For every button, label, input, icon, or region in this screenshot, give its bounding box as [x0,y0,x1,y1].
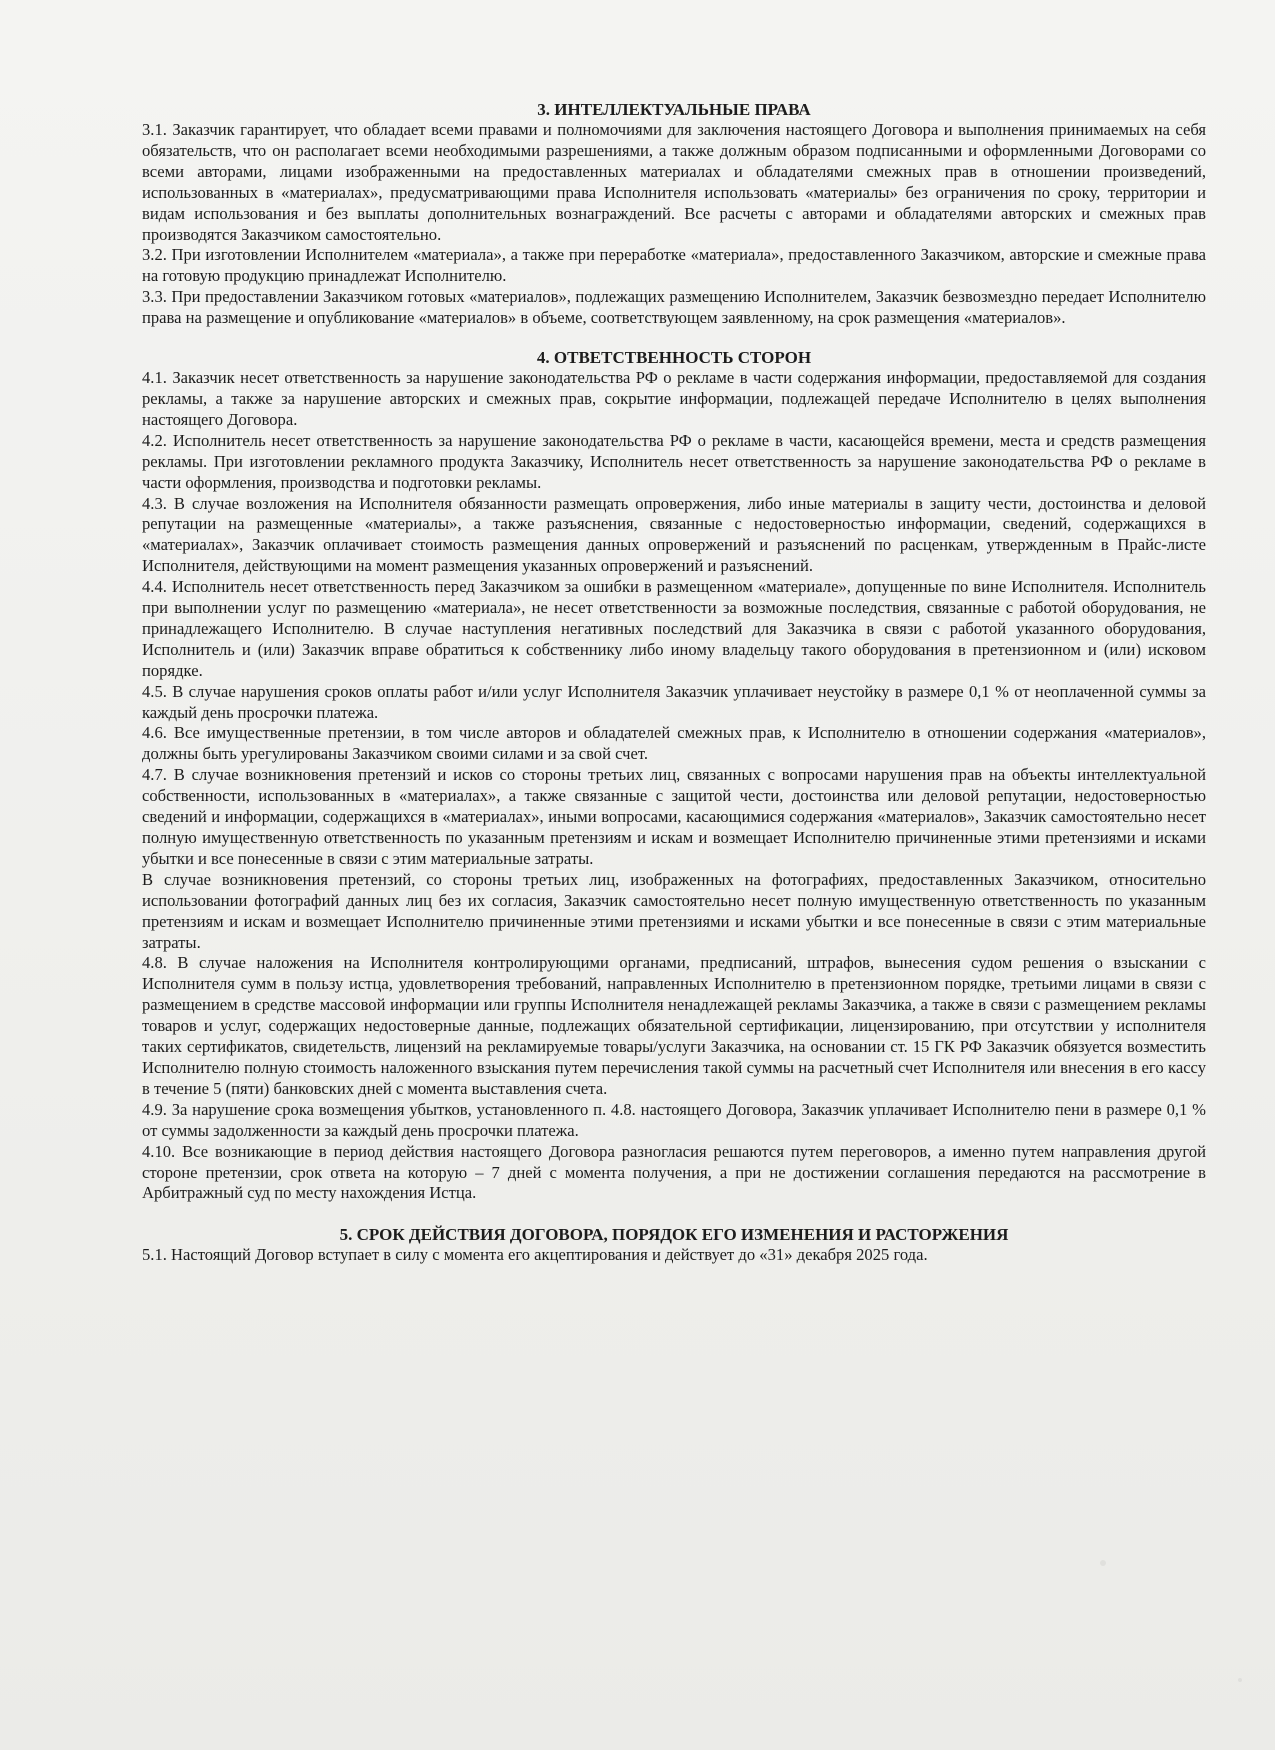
clause-4-8: 4.8. В случае наложения на Исполнителя контролирующими органами, предписаний, штрафов, вынесения судом решения о взыскании с Исполнителя сумм в пользу истца, удовлетворения требований, направленных Исполнителю в претензионном порядке, третьими лицами в связи с размещением в средстве массовой информации или группы Исполнителя ненадлежащей рекламы Заказчика, а также в связи с размещением рекламы товаров и услуг, содержащих недостоверные данные, подлежащих обязательной сертификации, лицензированию, при отсутствии у исполнителя таких сертификатов, свидетельств, лицензий на рекламируемые товары/услуги Заказчика, на основании ст. 15 ГК РФ Заказчик обязуется возместить Исполнителю полную стоимость наложенного взыскания путем перечисления такой суммы на расчетный счет Исполнителя или внесения в его кассу в течение 5 (пяти) банковских дней с момента выставления счета. [142,953,1206,1098]
section-5-title: 5. СРОК ДЕЙСТВИЯ ДОГОВОРА, ПОРЯДОК ЕГО ИЗМЕНЕНИЯ И РАСТОРЖЕНИЯ [339,1225,1009,1245]
clause-3-3: 3.3. При предоставлении Заказчиком готовых «материалов», подлежащих размещению Исполнителем, Заказчик безвозмездно передает Исполнителю права на размещение и опубликование «материалов» в объеме, соответствующем заявленному, на срок размещения «материалов». [142,287,1206,328]
clause-4-2: 4.2. Исполнитель несет ответственность за нарушение законодательства РФ о рекламе в части, касающейся времени, места и средств размещения рекламы. При изготовлении рекламного продукта Заказчику, Исполнитель несет ответственность за нарушение законодательства РФ о рекламе в части оформления, производства и подготовки рекламы. [142,430,1206,492]
clause-4-6: 4.6. Все имущественные претензии, в том числе авторов и обладателей смежных прав, к Исполнителю в отношении содержания «материалов», должны быть урегулированы Заказчиком своими силами и за свой счет. [142,723,1206,764]
clause-4-10: 4.10. Все возникающие в период действия настоящего Договора разногласия решаются путем переговоров, а именно путем направления другой стороне претензии, срок ответа на которую – 7 дней с момента получения, а при не достижении соглашения передаются на рассмотрение в Арбитражный суд по месту нахождения Истца. [142,1141,1206,1203]
clause-3-2: 3.2. При изготовлении Исполнителем «материала», а также при переработке «материала», предоставленного Заказчиком, авторские и смежные права на готовую продукцию принадлежат Исполнителю. [142,245,1206,286]
clause-4-9: 4.9. За нарушение срока возмещения убытков, установленного п. 4.8. настоящего Договора, Заказчик уплачивает Исполнителю пени в размере 0,1 % от суммы задолженности за каждый день просрочки платежа. [142,1099,1206,1140]
clause-4-5: 4.5. В случае нарушения сроков оплаты работ и/или услуг Исполнителя Заказчик уплачивает неустойку в размере 0,1 % от неоплаченной суммы за каждый день просрочки платежа. [142,681,1206,722]
section-4-title: 4. ОТВЕТСТВЕННОСТЬ СТОРОН [536,348,812,368]
clause-4-3: 4.3. В случае возложения на Исполнителя обязанности размещать опровержения, либо иные материалы в защиту чести, достоинства и деловой репутации на размещенные «материалы», а также разъяснения, связанные с недостоверностью информации, сведений, содержащихся в «материалах», Заказчик оплачивает стоимость размещения данных опровержений и разъяснений по расценкам, утвержденным в Прайс-листе Исполнителя, действующими на момент размещения указанных опровержений и разъяснений. [142,493,1206,576]
clause-4-4: 4.4. Исполнитель несет ответственность перед Заказчиком за ошибки в размещенном «материале», допущенные по вине Исполнителя. Исполнитель при выполнении услуг по размещению «материала», не несет ответственности за возможные последствия, связанные с работой оборудования, не принадлежащего Исполнителю. В случае наступления негативных последствий для Заказчика в связи с работой указанного оборудования, Исполнитель и (или) Заказчик вправе обратиться к собственнику либо иному владельцу такого оборудования в претензионном и (или) исковом порядке. [142,577,1206,680]
clause-3-1: 3.1. Заказчик гарантирует, что обладает всеми правами и полномочиями для заключения настоящего Договора и выполнения принимаемых на себя обязательств, что он располагает всеми необходимыми разрешениями, а также должным образом подписанными и оформленными Договорами со всеми авторами, лицами изображенными на предоставленных материалах и обладателями смежных прав в отношении произведений, использованных в «материалах», предусматривающими права Исполнителя использовать «материалы» без ограничения по сроку, территории и видам использования и без выплаты дополнительных вознаграждений. Все расчеты с авторами и обладателями авторских и смежных прав производятся Заказчиком самостоятельно. [142,120,1206,244]
scan-smudge [1100,1560,1106,1566]
scan-smudge [1238,1678,1242,1682]
clause-4-7: 4.7. В случае возникновения претензий и исков со стороны третьих лиц, связанных с вопросами нарушения прав на объекты интеллектуальной собственности, использованных в «материалах», а также связанные с защитой чести, достоинства или деловой репутации, недостоверностью сведений и информации, содержащихся в «материалах», иными вопросами, касающимися содержания «материалов», Заказчик самостоятельно несет полную имущественную ответственность по указанным претензиям и искам и возмещает Исполнителю причиненные этими претензиями и исками убытки и все понесенные в связи с этим материальные затраты. [142,765,1206,868]
clause-4-7-continued: В случае возникновения претензий, со стороны третьих лиц, изображенных на фотографиях, предоставленных Заказчиком, относительно использовании фотографий данных лиц без их согласия, Заказчик самостоятельно несет полную имущественную ответственность по указанным претензиям и искам и возмещает Исполнителю причиненные этими претензиями и исками убытки и все понесенные в связи с этим материальные затраты. [142,869,1206,952]
clause-5-1: 5.1. Настоящий Договор вступает в силу с момента его акцептирования и действует до «31» декабря 2025 года. [142,1245,928,1265]
clause-4-1: 4.1. Заказчик несет ответственность за нарушение законодательства РФ о рекламе в части содержания информации, предоставляемой для создания рекламы, а также за нарушение авторских и смежных прав, сокрытие информации, подлежащей передаче Исполнителю в целях выполнения настоящего Договора. [142,368,1206,429]
document-body [142,99,1206,1266]
section-3-title: 3. ИНТЕЛЛЕКТУАЛЬНЫЕ ПРАВА [537,100,811,119]
